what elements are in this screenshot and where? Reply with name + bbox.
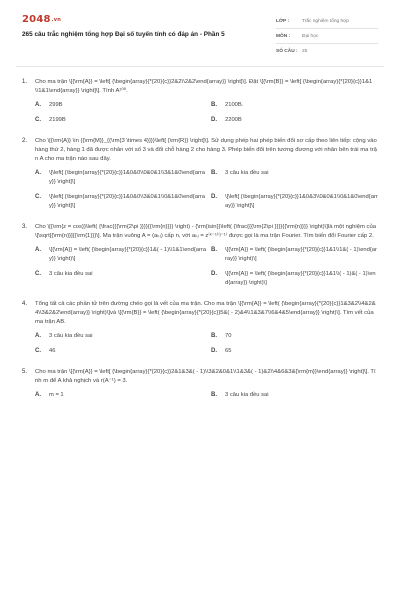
- option-text: 65: [225, 348, 232, 354]
- question-text: Tổng tất cả các phần tử trên đường chéo gọi là vết của ma trận. Cho ma trận \[{\rm{A}} = \left( {\begin{array}{*{20}{c}}1&3&2\\4&2&4\\3&2&2\end{array}} \right)\]và \[{\rm{B}} = \left( {\begin{array}{*{20}{c}}5&( - 2)&4\\1&3&7\\6&4&5\end{array}} \right)\]. Tìm vết của ma trận AB.: [35, 301, 376, 325]
- option-letter: A.: [35, 247, 41, 253]
- option-letter: A.: [35, 392, 41, 398]
- option-letter: A.: [35, 102, 41, 108]
- question-text: Cho ma trận \[{\rm{A}} = \left[ {\begin{array}{*{20}{c}}2&2\\2&2\end{array}} \right]\]. Đặt \[{\rm{B}} = \left[ {\begin{array}{*{20}{c}}1&1\\1&1\end{array}} \right]\]. Tính A¹⁰⁰.: [35, 79, 373, 94]
- meta-row-socau: [276, 44, 378, 58]
- option-text: 3 câu kia đều sai: [49, 271, 93, 277]
- option-letter: C.: [35, 271, 41, 277]
- option-text: 299B: [49, 102, 63, 108]
- meta-value-socau: 25: [302, 48, 308, 54]
- question-5: [22, 368, 378, 400]
- option-letter: A.: [35, 170, 41, 176]
- option-d[interactable]: [211, 193, 378, 211]
- meta-box: [276, 14, 378, 58]
- logo-suffix: .vn: [51, 17, 61, 23]
- meta-row-mon: [276, 29, 378, 44]
- option-c[interactable]: [35, 270, 211, 288]
- question-2: [22, 137, 378, 211]
- question-3: [22, 223, 378, 288]
- option-text: 70: [225, 333, 232, 339]
- option-a[interactable]: [35, 101, 211, 110]
- option-a[interactable]: [35, 391, 211, 400]
- question-text: Cho ma trận \[{\rm{A}} = \left[ {\begin{array}{*{20}{c}}2&1&3&( - 1)\\3&2&0&1\\1&3&( - 1)&2\\4&6&3&{\rm{m}}\end{array}} \right]\]. Tính m để A khả nghịch và r(A⁻¹) = 3.: [35, 369, 376, 384]
- header-divider: [16, 66, 384, 67]
- meta-key-lop: LỚP :: [276, 18, 290, 24]
- option-c[interactable]: [35, 116, 211, 125]
- option-text: 2200B: [225, 117, 242, 123]
- meta-key-mon: MÔN :: [276, 33, 291, 39]
- option-text: 2199B: [49, 117, 66, 123]
- meta-row-lop: [276, 14, 378, 29]
- document-title: 265 câu trắc nghiệm tổng hợp Đại số tuyến tính có đáp án - Phần 5: [22, 31, 225, 38]
- option-letter: B.: [211, 170, 217, 176]
- option-a[interactable]: [35, 169, 211, 187]
- option-text: 3 câu kia đều sai: [225, 170, 269, 176]
- question-number: 5.: [22, 369, 28, 375]
- option-text: \[{\rm{A}} = \left( {\begin{array}{*{20}{c}}1&1\\( - 1)&( - 1)\end{array}} \right)\]: [225, 271, 376, 286]
- question-1: [22, 78, 378, 125]
- document-header: [22, 14, 378, 56]
- option-text: \[\left[ {\begin{array}{*{20}{c}}1&0&3\\0&0&1\\0&1&0\end{array}} \right]\]: [225, 194, 378, 209]
- option-text: \[{\rm{A}} = \left( {\begin{array}{*{20}{c}}1&( - 1)\\1&1\end{array}} \right)\]: [49, 247, 207, 262]
- option-c[interactable]: [35, 347, 211, 356]
- option-b[interactable]: [211, 169, 378, 187]
- option-letter: C.: [35, 194, 41, 200]
- option-letter: C.: [35, 117, 41, 123]
- option-b[interactable]: [211, 332, 378, 341]
- option-letter: A.: [35, 333, 41, 339]
- question-list: [22, 78, 378, 412]
- question-text: Cho \[{\rm{A}} \in {{\rm{M}}_{{\rm{3 \times 4}}}}\left[ {\rm{R}} \right]\]. Sử dụng phép hai phép biến đổi sơ cấp theo liên tiếp: cộng vào hàng thứ 2, hàng 1 đã được nhân với số 3 và đổi chỗ hàng 2 cho hàng 3. Phép biến đổi trên tương đương với nhân bên trái ma trận A cho ma trận nào sau đây.: [35, 138, 377, 162]
- site-logo[interactable]: [22, 14, 61, 25]
- question-text: Cho \[{\rm{z = cos}}\left( {\frac{{{\rm{2\pi }}}}{{\rm{n}}}} \right) - {\rm{isin}}\left( {\frac{{{\rm{2\pi }}}}{{\rm{n}}}} \right)\]là một nghiệm của \[\sqrt[{\rm{n}}]{{\rm{1}}}\]. Ma trận vuông A = (aₖⱼ) cấp n, với aₖⱼ = z⁽ᵏ⁻¹⁾⁽ʲ⁻¹⁾ được gọi là ma trận Fourier. Tìm biến đổi Fourier cấp 2.: [35, 224, 377, 239]
- option-text: \[\left[ {\begin{array}{*{20}{c}}1&0&0\\3&0&1\\0&1&0\end{array}} \right]\]: [49, 194, 205, 209]
- option-d[interactable]: [211, 116, 378, 125]
- option-c[interactable]: [35, 193, 211, 211]
- option-text: \[\left[ {\begin{array}{*{20}{c}}1&0&0\\0&0&1\\3&1&0\end{array}} \right]\]: [49, 170, 205, 185]
- option-letter: B.: [211, 102, 217, 108]
- question-number: 1.: [22, 79, 28, 85]
- option-text: 2100B.: [225, 102, 244, 108]
- option-letter: B.: [211, 392, 217, 398]
- meta-value-mon: Đại học: [302, 33, 319, 39]
- option-letter: C.: [35, 348, 41, 354]
- option-text: 46: [49, 348, 56, 354]
- option-text: 3 câu kia đều sai: [49, 333, 93, 339]
- option-letter: D.: [211, 348, 217, 354]
- option-a[interactable]: [35, 246, 211, 264]
- meta-key-socau: SỐ CÂU :: [276, 48, 298, 54]
- option-b[interactable]: [211, 391, 378, 400]
- option-a[interactable]: [35, 332, 211, 341]
- question-4: [22, 300, 378, 356]
- question-number: 4.: [22, 301, 28, 307]
- option-letter: B.: [211, 247, 217, 253]
- question-number: 3.: [22, 224, 28, 230]
- logo-text: 2048: [22, 14, 51, 25]
- meta-value-lop: Trắc nghiệm tổng hợp: [302, 18, 349, 24]
- option-b[interactable]: [211, 246, 378, 264]
- option-text: m = 1: [49, 392, 64, 398]
- option-letter: D.: [211, 117, 217, 123]
- option-text: 3 câu kia đều sai: [225, 392, 269, 398]
- option-letter: B.: [211, 333, 217, 339]
- option-letter: D.: [211, 271, 217, 277]
- question-number: 2.: [22, 138, 28, 144]
- option-b[interactable]: [211, 101, 378, 110]
- option-text: \[{\rm{A}} = \left( {\begin{array}{*{20}{c}}1&1\\1&( - 1)\end{array}} \right)\]: [225, 247, 377, 262]
- option-d[interactable]: [211, 347, 378, 356]
- option-d[interactable]: [211, 270, 378, 288]
- option-letter: D.: [211, 194, 217, 200]
